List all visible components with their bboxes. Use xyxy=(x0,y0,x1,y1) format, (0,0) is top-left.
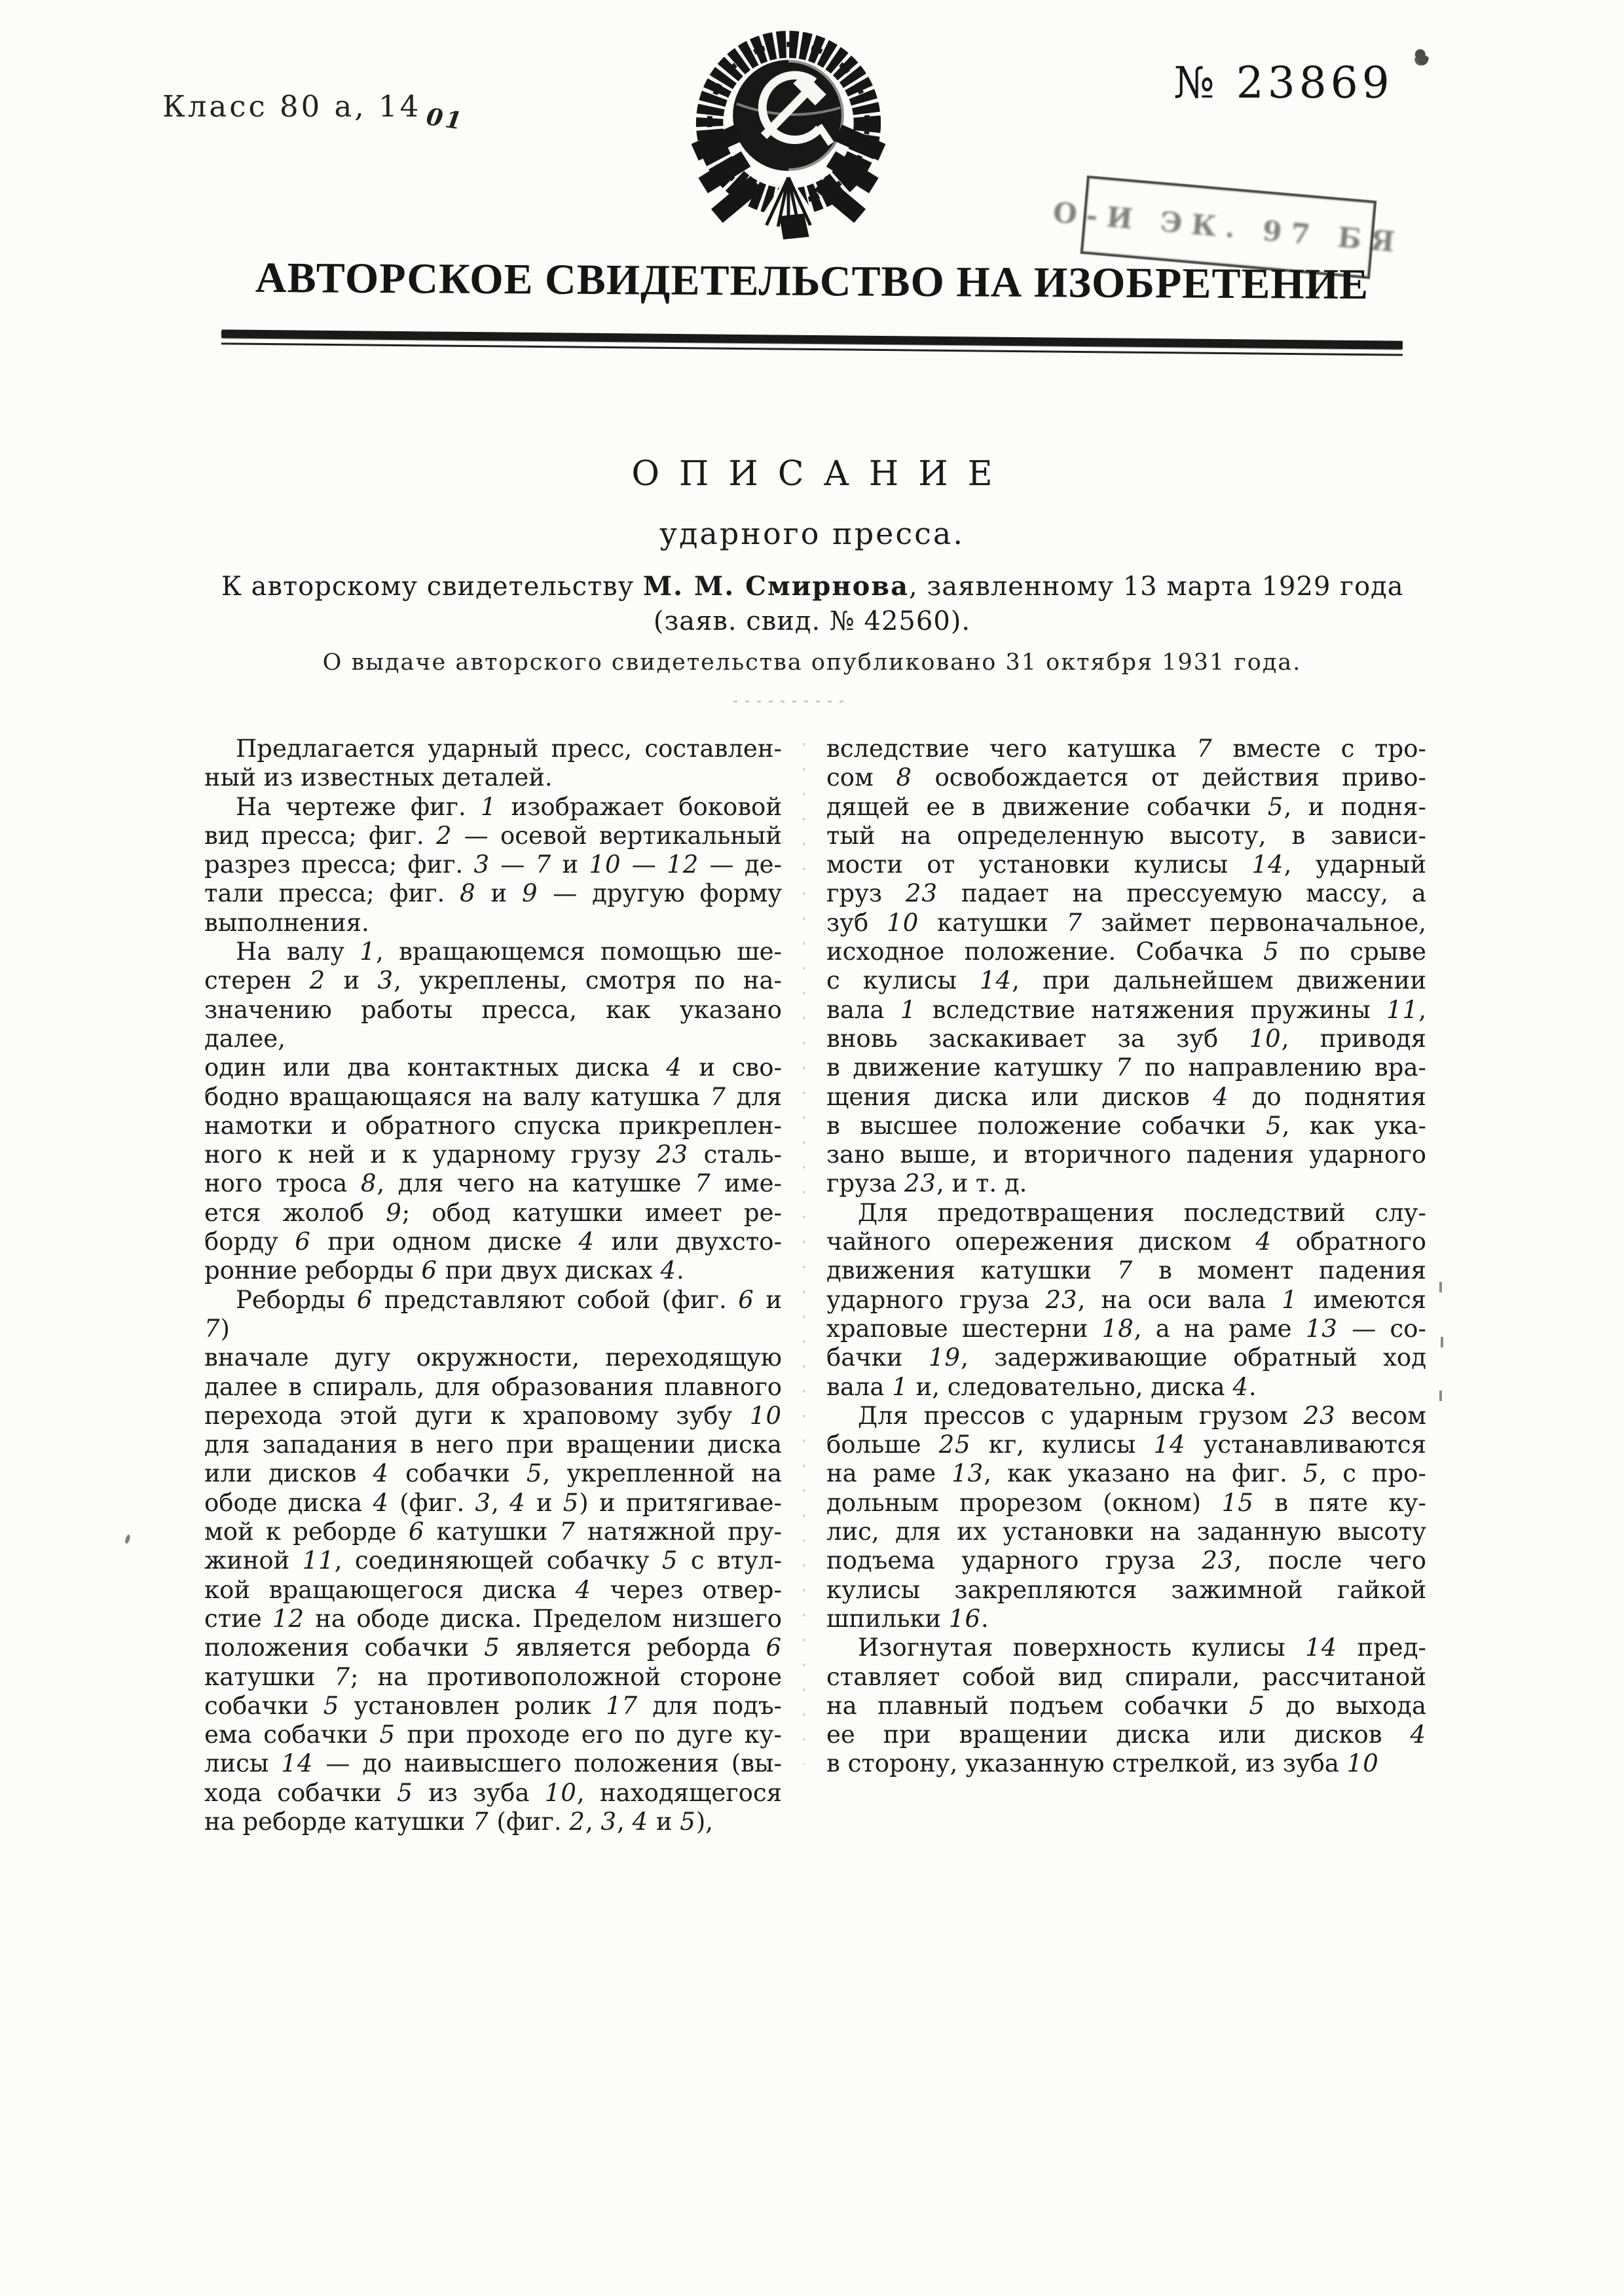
byline-author: М. М. Смирнова xyxy=(642,571,910,602)
column-divider xyxy=(803,743,805,1764)
text-line: вала 1 и, следовательно, диска 4. xyxy=(826,1372,1257,1401)
text-line: вновь заскакивает за зуб 10, приводя xyxy=(826,1024,1426,1053)
text-line: далее в спираль, для образования плавного xyxy=(204,1372,782,1401)
text-line: ется жолоб 9; обод катушки имеет ре- xyxy=(204,1198,783,1227)
text-line: зуб 10 катушки 7 займет первоначальное, xyxy=(826,908,1426,937)
text-line: перехода этой дуги к храповому зубу 10 xyxy=(204,1401,782,1430)
text-line: мости от установки кулисы 14, ударный xyxy=(826,850,1426,879)
text-line: ронние реборды 6 при двух дисках 4. xyxy=(204,1256,684,1285)
scan-artifact-mark xyxy=(1441,1337,1443,1347)
text-line: дящей ее в движение собачки 5, и подня- xyxy=(826,792,1426,821)
text-line: кой вращающегося диска 4 через отвер- xyxy=(204,1575,782,1604)
text-line: Предлагается ударный пресс, составлен- xyxy=(236,735,782,763)
byline xyxy=(221,571,1403,602)
text-line: вследствие чего катушка 7 вместе с тро- xyxy=(826,735,1426,763)
text-line: На валу 1, вращающемся помощью ше- xyxy=(236,938,782,966)
soviet-coat-of-arms-icon xyxy=(692,20,885,240)
text-line: подъема ударного груза 23, после чего xyxy=(826,1546,1426,1575)
text-line: больше 25 кг, кулисы 14 устанавливаются xyxy=(826,1430,1427,1459)
text-line: щения диска или дисков 4 до поднятия xyxy=(826,1082,1427,1111)
text-line: ема собачки 5 при проходе его по дуге ку- xyxy=(204,1721,782,1749)
text-line: Для прессов с ударным грузом 23 весом xyxy=(858,1401,1426,1430)
text-line: груза 23, и т. д. xyxy=(826,1169,1027,1198)
text-line: ный из известных деталей. xyxy=(204,763,553,792)
text-line: тали пресса; фиг. 8 и 9 — другую форму xyxy=(204,879,782,908)
text-line: на раме 13, как указано на фиг. 5, с про- xyxy=(826,1459,1426,1488)
text-line: намотки и обратного спуска прикреплен- xyxy=(204,1111,782,1140)
title-double-rule xyxy=(221,329,1403,355)
left-column xyxy=(204,735,782,1836)
text-line: сом 8 освобождается от действия приво- xyxy=(826,763,1426,792)
text-line: для западания в него при вращении диска xyxy=(204,1430,782,1459)
text-line: ставляет собой вид спирали, рассчитаной xyxy=(826,1662,1426,1691)
text-line: в движение катушку 7 по направлению вра- xyxy=(826,1053,1426,1082)
text-line: стие 12 на ободе диска. Пределом низшего xyxy=(204,1604,783,1633)
text-line: храповые шестерни 18, а на раме 13 — со- xyxy=(826,1314,1426,1343)
text-line: борду 6 при одном диске 4 или двухсто- xyxy=(204,1228,782,1256)
byline-application-number: (заяв. свид. № 42560). xyxy=(653,606,971,636)
text-line: в высшее положение собачки 5, как ука- xyxy=(826,1111,1426,1140)
text-line: Изогнутая поверхность кулисы 14 пред- xyxy=(858,1633,1426,1662)
text-line: хода собачки 5 из зуба 10, находящегося xyxy=(204,1778,783,1807)
text-line: катушки 7; на противоположной стороне xyxy=(204,1662,782,1691)
text-line: собачки 5 установлен ролик 17 для подъ- xyxy=(204,1691,782,1720)
text-line: жиной 11, соединяющей собачку 5 с втул- xyxy=(204,1546,782,1575)
text-line: положения собачки 5 является реборда 6 xyxy=(204,1633,782,1662)
text-line: бачки 19, задерживающие обратный ход xyxy=(826,1343,1426,1372)
text-line: движения катушки 7 в момент падения xyxy=(826,1256,1426,1285)
text-line: ее при вращении диска или дисков 4 xyxy=(826,1721,1426,1749)
section-divider-dots xyxy=(733,701,845,702)
rule-thick-line xyxy=(221,329,1403,349)
text-line: шпильки 16. xyxy=(826,1604,989,1633)
text-line: зано выше, и вторичного падения ударного xyxy=(826,1140,1426,1169)
text-line: мой к реборде 6 катушки 7 натяжной пру- xyxy=(204,1518,783,1546)
text-line: с кулисы 14, при дальнейшем движении xyxy=(826,966,1426,995)
text-line: тый на определенную высоту, в зависи- xyxy=(826,821,1426,850)
text-line: лисы 14 — до наивысшего положения (вы- xyxy=(204,1749,782,1778)
text-line: Для предотвращения последствий слу- xyxy=(858,1198,1426,1227)
text-line: кулисы закрепляются зажимной гайкой xyxy=(826,1575,1426,1604)
text-line: Реборды 6 представляют собой (фиг. 6 и 7) xyxy=(204,1285,782,1343)
text-line: бодно вращающаяся на валу катушка 7 для xyxy=(204,1082,783,1111)
text-line: ударного груза 23, на оси вала 1 имеются xyxy=(826,1285,1427,1314)
text-line: выполнения. xyxy=(204,908,369,937)
scan-artifact-mark xyxy=(1439,1391,1442,1401)
document-number: № 23869 xyxy=(1173,58,1393,108)
text-line: стерен 2 и 3, укреплены, смотря по на- xyxy=(204,966,783,995)
description-subtitle: ударного пресса. xyxy=(659,516,965,551)
scan-artifact-mark xyxy=(124,1534,130,1544)
text-line: или дисков 4 собачки 5, укрепленной на xyxy=(204,1459,782,1488)
text-line: лис, для их установки на заданную высоту xyxy=(826,1518,1426,1546)
ink-speck xyxy=(1414,47,1429,65)
right-column xyxy=(826,735,1426,1779)
text-line: ободе диска 4 (фиг. 3, 4 и 5) и притягивае- xyxy=(204,1488,782,1517)
text-line: разрез пресса; фиг. 3 — 7 и 10 — 12 — де- xyxy=(204,850,783,879)
text-line: чайного опережения диском 4 обратного xyxy=(826,1228,1427,1256)
description-heading: ОПИСАНИЕ xyxy=(631,454,1012,494)
text-line: вала 1 вследствие натяжения пружины 11, xyxy=(826,995,1426,1024)
text-line: груз 23 падает на прессуемую массу, а xyxy=(826,879,1426,908)
scan-artifact-mark xyxy=(1439,1282,1442,1292)
text-line: дольным прорезом (окном) 15 в пяте ку- xyxy=(826,1488,1426,1517)
document-title: АВТОРСКОЕ СВИДЕТЕЛЬСТВО НА ИЗОБРЕТЕНИЕ xyxy=(255,253,1369,309)
text-line: в сторону, указанную стрелкой, из зуба 10 xyxy=(826,1749,1379,1778)
class-annotation-handwritten: 01 xyxy=(424,103,466,136)
class-label-text: Класс 80 а, 14 xyxy=(162,89,422,124)
text-line: на плавный подъем собачки 5 до выхода xyxy=(826,1691,1427,1720)
stamp-text: О-И ЭК. 97 БЯ xyxy=(1052,196,1405,259)
text-line: ного к ней и к ударному грузу 23 сталь- xyxy=(204,1140,782,1169)
text-line: значению работы пресса, как указано далее, xyxy=(204,995,782,1053)
text-line: вид пресса; фиг. 2 — осевой вертикальный xyxy=(204,821,782,850)
text-line: на реборде катушки 7 (фиг. 2, 3, 4 и 5), xyxy=(204,1807,714,1836)
byline-prefix: К авторскому свидетельству xyxy=(221,572,643,602)
text-line: На чертеже фиг. 1 изображает боковой xyxy=(236,792,782,821)
class-label xyxy=(162,89,466,136)
text-line: исходное положение. Собачка 5 по срыве xyxy=(826,938,1426,966)
byline-suffix: , заявленному 13 марта 1929 года xyxy=(909,572,1404,602)
publication-line: О выдаче авторского свидетельства опубликовано 31 октября 1931 года. xyxy=(322,649,1302,676)
text-line: вначале дугу окружности, переходящую xyxy=(204,1343,782,1372)
text-line: ного троса 8, для чего на катушке 7 име- xyxy=(204,1169,782,1198)
text-line: один или два контактных диска 4 и сво- xyxy=(204,1053,782,1082)
